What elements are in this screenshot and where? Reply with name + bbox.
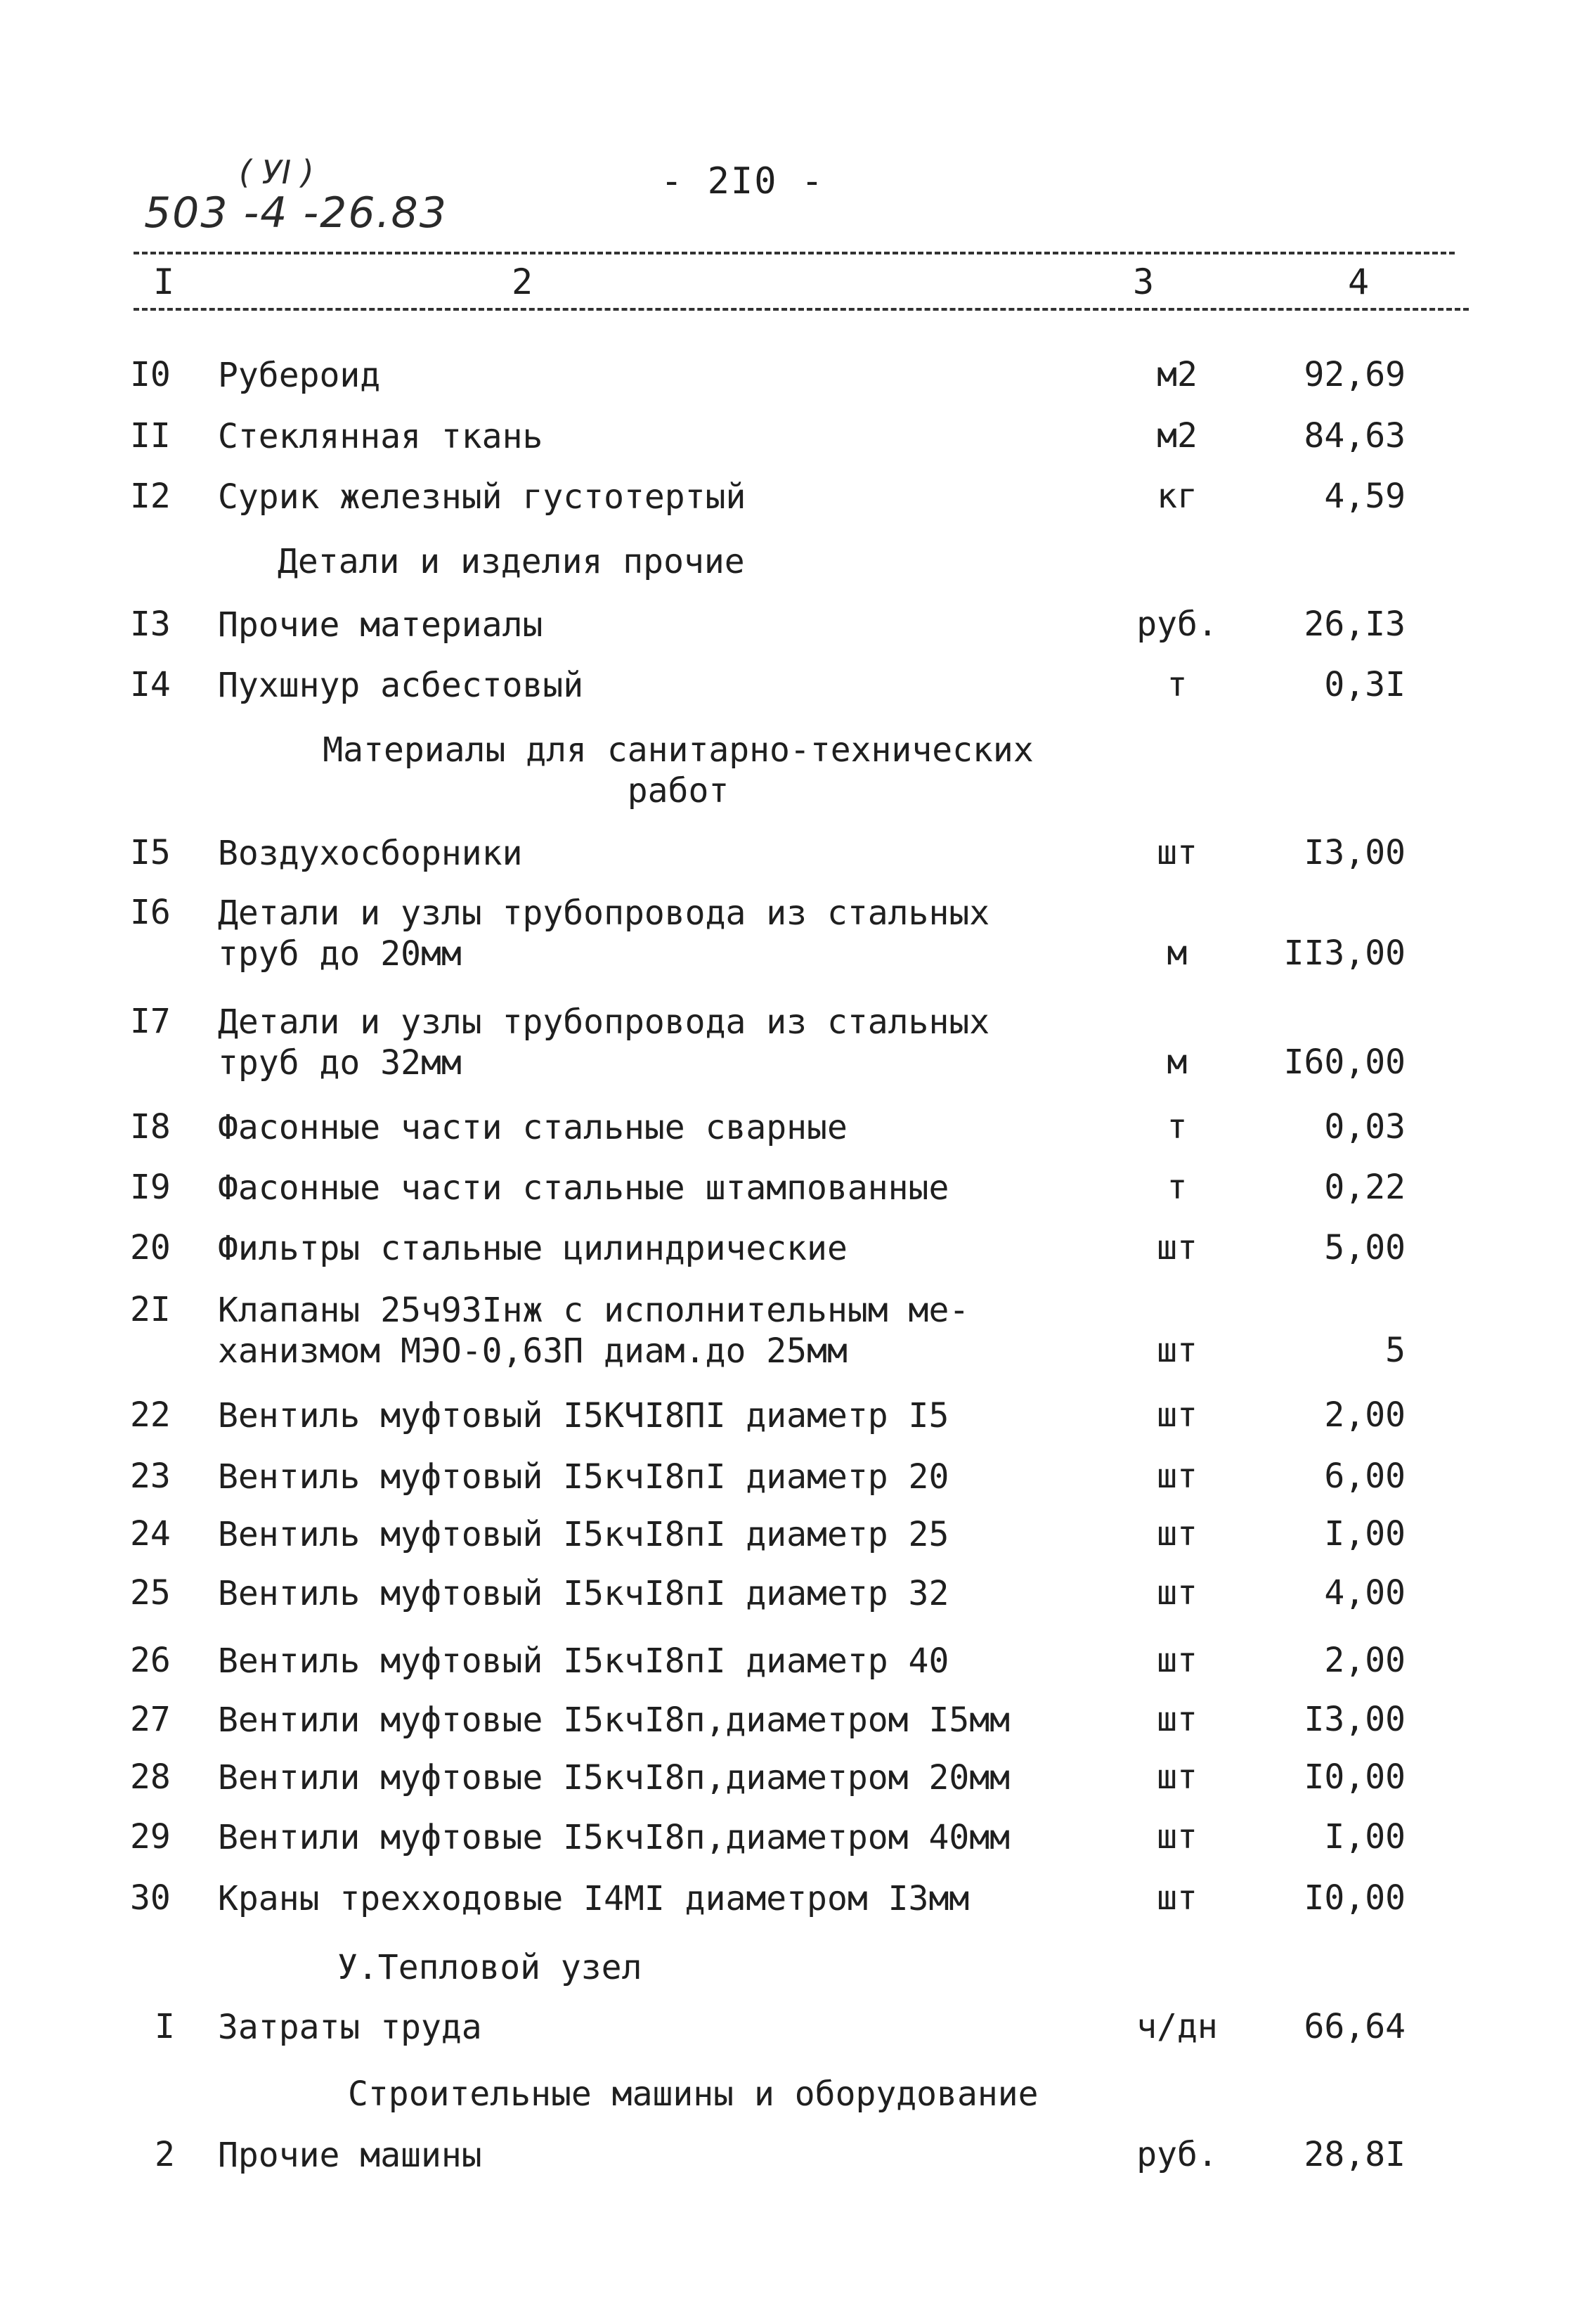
section-heading-line: Строительные машины и оборудование xyxy=(348,2074,1039,2114)
section-heading-line: У.Тепловой узел xyxy=(337,1948,642,1987)
row-name-line: Сурик железный густотертый xyxy=(218,477,746,517)
row-number: 2I xyxy=(130,1290,171,1329)
row-value: 92,69 xyxy=(1304,355,1406,394)
row-value: 84,63 xyxy=(1304,416,1406,456)
row-value: 6,00 xyxy=(1324,1457,1406,1496)
row-name-line: Вентиль муфтовый I5кчI8пI диаметр 40 xyxy=(218,1641,949,1681)
row-unit: шт xyxy=(1157,1573,1198,1613)
row-name xyxy=(218,1514,949,1555)
row-name-line: Затраты труда xyxy=(218,2008,482,2047)
row-name-line: Вентиль муфтовый I5кчI8пI диаметр 25 xyxy=(218,1515,949,1554)
row-unit: т xyxy=(1167,665,1188,704)
row-name-line: Фасонные части стальные сварные xyxy=(218,1108,848,1147)
row-unit: м2 xyxy=(1157,416,1198,456)
row-name xyxy=(218,477,746,517)
row-number: I5 xyxy=(130,833,171,872)
row-name xyxy=(218,355,380,396)
row-number: 20 xyxy=(130,1228,171,1267)
row-name-line: Прочие машины xyxy=(218,2136,482,2175)
section-heading-line: Детали и изделия прочие xyxy=(278,542,745,581)
row-name xyxy=(218,1700,1010,1741)
row-name xyxy=(218,1395,949,1436)
row-unit: шт xyxy=(1157,1817,1198,1857)
row-name-line: Вентиль муфтовый I5кчI8пI диаметр 32 xyxy=(218,1574,949,1613)
header-dashed-rule-top xyxy=(134,252,1455,254)
row-name xyxy=(218,833,522,874)
row-unit: шт xyxy=(1157,1514,1198,1554)
row-name-line: Прочие материалы xyxy=(218,605,543,645)
row-name-line: Фасонные части стальные штампованные xyxy=(218,1168,949,1208)
row-number: I9 xyxy=(130,1168,171,1207)
row-name xyxy=(218,1878,969,1919)
row-name xyxy=(218,416,543,457)
row-name-line: Вентили муфтовые I5кчI8п,диаметром 40мм xyxy=(218,1818,1011,1857)
row-unit: кг xyxy=(1157,477,1198,516)
row-number: 23 xyxy=(130,1457,171,1496)
row-name xyxy=(218,1002,989,1083)
row-name xyxy=(218,1107,848,1148)
row-value: 0,3I xyxy=(1324,665,1406,704)
row-value: I,00 xyxy=(1324,1514,1406,1554)
row-unit: шт xyxy=(1157,1878,1198,1918)
row-value: 4,59 xyxy=(1324,477,1406,516)
row-name xyxy=(218,605,543,645)
row-number: I4 xyxy=(130,665,171,704)
row-number: 2 xyxy=(155,2135,175,2174)
row-name-line: Краны трехходовые I4МI диаметром I3мм xyxy=(218,1879,970,1918)
row-name-line: ханизмом МЭО-0,63П диам.до 25мм xyxy=(218,1331,848,1371)
row-number: II xyxy=(130,416,171,456)
section-heading-line: Материалы для санитарно-технических xyxy=(323,730,1034,770)
row-unit: м xyxy=(1167,1042,1188,1082)
row-name-line: труб до 32мм xyxy=(218,1043,462,1083)
row-name xyxy=(218,1228,848,1269)
row-unit: шт xyxy=(1157,1457,1198,1496)
row-number: 30 xyxy=(130,1878,171,1918)
row-value: 0,22 xyxy=(1324,1168,1406,1207)
row-name xyxy=(218,2135,482,2176)
row-name-line: Фильтры стальные цилиндрические xyxy=(218,1229,848,1268)
row-number: I xyxy=(155,2007,175,2046)
row-value: I60,00 xyxy=(1283,1042,1406,1082)
row-name-line: Детали и узлы трубопровода из стальных xyxy=(218,893,990,933)
row-unit: шт xyxy=(1157,1700,1198,1739)
row-number: 26 xyxy=(130,1641,171,1680)
row-number: I7 xyxy=(130,1002,171,1041)
row-value: 2,00 xyxy=(1324,1641,1406,1680)
row-name xyxy=(218,1817,1010,1858)
row-number: 25 xyxy=(130,1573,171,1613)
row-value: 4,00 xyxy=(1324,1573,1406,1613)
row-name xyxy=(218,2007,482,2048)
row-unit: шт xyxy=(1157,1641,1198,1680)
row-name xyxy=(218,1641,949,1681)
row-name-line: Вентили муфтовые I5кчI8п,диаметром I5мм xyxy=(218,1700,1011,1740)
row-number: I6 xyxy=(130,893,171,932)
row-name-line: Вентиль муфтовый I5КЧI8ПI диаметр I5 xyxy=(218,1396,949,1435)
section-heading xyxy=(211,730,1146,811)
row-unit: ч/дн xyxy=(1136,2007,1218,2046)
row-unit: руб. xyxy=(1136,605,1218,644)
row-value: I3,00 xyxy=(1304,1700,1406,1739)
row-name xyxy=(218,893,989,974)
row-unit: шт xyxy=(1157,1228,1198,1267)
row-unit: т xyxy=(1167,1107,1188,1147)
row-value: 5 xyxy=(1385,1331,1406,1370)
row-name-line: труб до 20мм xyxy=(218,934,462,974)
row-unit: т xyxy=(1167,1168,1188,1207)
row-name xyxy=(218,1290,969,1371)
row-unit: м2 xyxy=(1157,355,1198,394)
section-heading xyxy=(337,1947,642,1988)
row-name xyxy=(218,1457,949,1497)
row-number: 29 xyxy=(130,1817,171,1857)
row-value: II3,00 xyxy=(1283,934,1406,973)
row-unit: м xyxy=(1167,934,1188,973)
page-number: - 2I0 - xyxy=(661,160,825,202)
row-number: 28 xyxy=(130,1757,171,1797)
section-heading-line: работ xyxy=(627,771,729,811)
row-unit: шт xyxy=(1157,833,1198,872)
row-number: I2 xyxy=(130,477,171,516)
row-name-line: Стеклянная ткань xyxy=(218,417,543,456)
row-value: I3,00 xyxy=(1304,833,1406,872)
column-header-1: I xyxy=(153,262,175,302)
row-name-line: Воздухосборники xyxy=(218,834,523,873)
row-name-line: Пухшнур асбестовый xyxy=(218,666,584,705)
row-name-line: Рубероид xyxy=(218,356,381,395)
row-value: I,00 xyxy=(1324,1817,1406,1857)
row-value: 5,00 xyxy=(1324,1228,1406,1267)
row-unit: шт xyxy=(1157,1331,1198,1370)
row-number: I0 xyxy=(130,355,171,394)
row-value: I0,00 xyxy=(1304,1878,1406,1918)
row-name xyxy=(218,1573,949,1614)
row-name-line: Вентили муфтовые I5кчI8п,диаметром 20мм xyxy=(218,1758,1011,1797)
header-dashed-rule-bottom xyxy=(134,308,1469,311)
column-header-2: 2 xyxy=(512,262,533,302)
column-header-4: 4 xyxy=(1348,262,1370,302)
row-unit: шт xyxy=(1157,1395,1198,1435)
row-name xyxy=(218,665,583,706)
section-heading xyxy=(278,541,745,582)
document-code: 503 -4 -26.83 xyxy=(144,188,448,238)
row-value: 2,00 xyxy=(1324,1395,1406,1435)
row-number: 24 xyxy=(130,1514,171,1554)
row-value: 66,64 xyxy=(1304,2007,1406,2046)
row-value: 28,8I xyxy=(1304,2135,1406,2174)
row-name-line: Клапаны 25ч93Iнж с исполнительным ме- xyxy=(218,1291,970,1330)
row-name xyxy=(218,1168,949,1208)
row-number: 27 xyxy=(130,1700,171,1739)
row-name xyxy=(218,1757,1010,1798)
row-name-line: Вентиль муфтовый I5кчI8пI диаметр 20 xyxy=(218,1457,949,1497)
row-value: 26,I3 xyxy=(1304,605,1406,644)
row-unit: руб. xyxy=(1136,2135,1218,2174)
section-heading xyxy=(348,2074,1039,2115)
document-code-prefix: ( УI ) xyxy=(239,153,314,191)
row-number: 22 xyxy=(130,1395,171,1435)
column-header-3: 3 xyxy=(1133,262,1155,302)
row-name-line: Детали и узлы трубопровода из стальных xyxy=(218,1002,990,1042)
row-number: I3 xyxy=(130,605,171,644)
row-value: I0,00 xyxy=(1304,1757,1406,1797)
row-value: 0,03 xyxy=(1324,1107,1406,1147)
row-number: I8 xyxy=(130,1107,171,1147)
row-unit: шт xyxy=(1157,1757,1198,1797)
